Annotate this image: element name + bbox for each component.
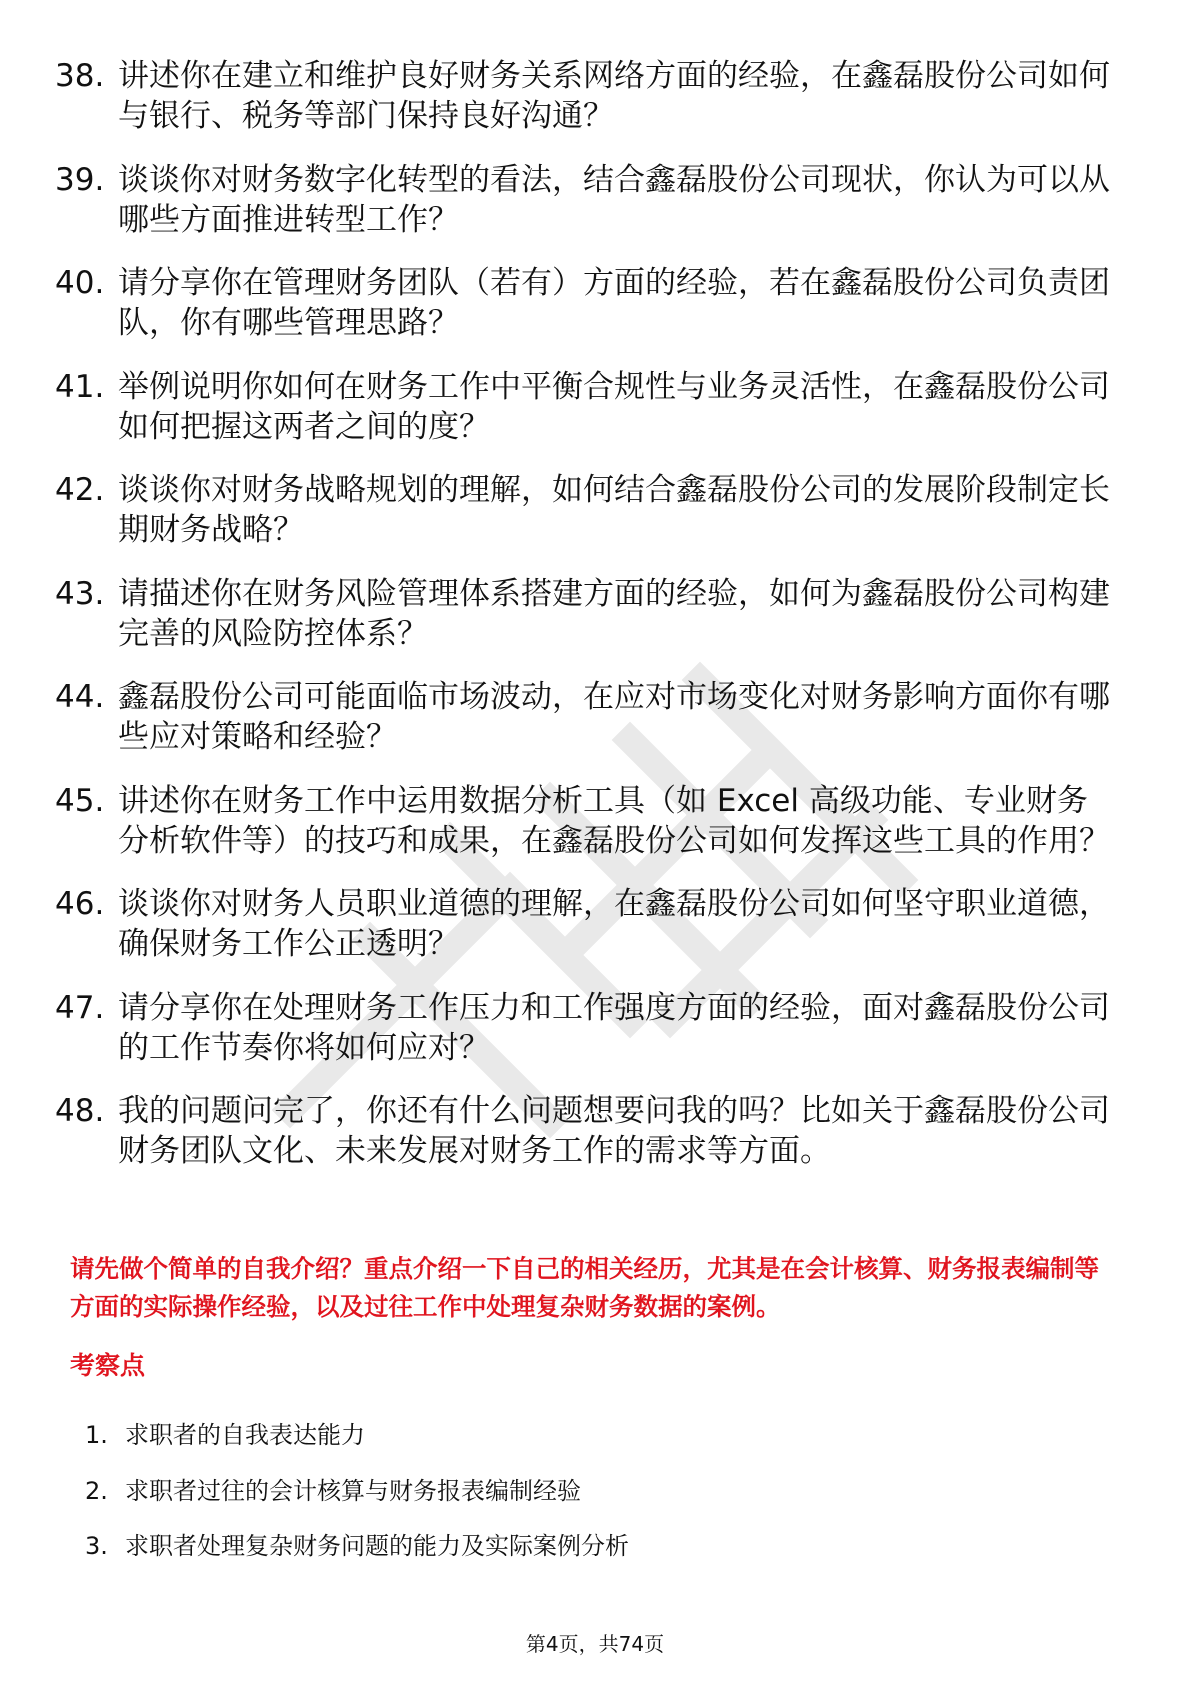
question-text: 谈谈你对财务人员职业道德的理解，在鑫磊股份公司如何坚守职业道德，确保财务工作公正透明？ [118,886,1110,962]
point-text: 求职者处理复杂财务问题的能力及实际案例分析 [125,1532,629,1560]
question-text: 我的问题问完了，你还有什么问题想要问我的吗？比如关于鑫磊股份公司财务团队文化、未来发展对财务工作的需求等方面。 [118,1093,1110,1169]
question-number: 39. [55,161,105,198]
question-number: 43. [55,575,105,612]
question-number: 41. [55,368,105,405]
assessment-points-list [85,1418,629,1585]
question-item [55,574,1115,654]
question-number: 46. [55,886,105,922]
point-number: 3. [85,1532,108,1560]
question-item [55,263,1115,343]
question-item [55,160,1115,240]
question-item [55,367,1115,447]
question-text: 举例说明你如何在财务工作中平衡合规性与业务灵活性，在鑫磊股份公司如何把握这两者之间的度？ [118,368,1110,445]
point-text: 求职者过往的会计核算与财务报表编制经验 [125,1476,581,1505]
question-text: 请分享你在处理财务工作压力和工作强度方面的经验，面对鑫磊股份公司的工作节奏你将如何应对？ [118,989,1110,1066]
question-number: 38. [55,58,105,94]
question-item [55,470,1115,550]
assessment-point [85,1418,629,1452]
question-text: 请描述你在财务风险管理体系搭建方面的经验，如何为鑫磊股份公司构建完善的风险防控体系？ [118,575,1110,652]
question-text: 鑫磊股份公司可能面临市场波动，在应对市场变化对财务影响方面你有哪些应对策略和经验？ [118,679,1110,755]
question-number: 44. [55,679,105,715]
assessment-point [85,1529,629,1563]
question-text: 请分享你在管理财务团队（若有）方面的经验，若在鑫磊股份公司负责团队，你有哪些管理思路？ [118,265,1110,341]
section-heading: 考察点 [70,1351,146,1380]
question-number: 47. [55,989,105,1026]
question-item [55,884,1115,964]
question-number: 45. [55,782,105,819]
question-text: 谈谈你对财务数字化转型的看法，结合鑫磊股份公司现状，你认为可以从哪些方面推进转型工作？ [118,161,1110,238]
question-text: 讲述你在财务工作中运用数据分析工具（如 Excel 高级功能、专业财务分析软件等）的技巧和成果，在鑫磊股份公司如何发挥这些工具的作用？ [118,782,1110,859]
question-item [55,677,1115,757]
question-item [55,988,1115,1068]
question-number: 42. [55,472,105,508]
page-footer: 第4页，共74页 [525,1632,665,1656]
question-number: 48. [55,1093,105,1129]
point-number: 2. [85,1476,108,1505]
question-item [55,781,1115,861]
question-number: 40. [55,265,105,301]
assessment-point [85,1474,629,1508]
point-text: 求职者的自我表达能力 [125,1421,365,1449]
highlighted-question: 请先做个简单的自我介绍？重点介绍一下自己的相关经历，尤其是在会计核算、财务报表编制等方面的实际操作经验，以及过往工作中处理复杂财务数据的案例。 [70,1254,1099,1321]
question-text: 讲述你在建立和维护良好财务关系网络方面的经验，在鑫磊股份公司如何与银行、税务等部门保持良好沟通？ [118,58,1110,134]
point-number: 1. [85,1421,108,1449]
question-list [55,56,1115,1195]
question-text: 谈谈你对财务战略规划的理解，如何结合鑫磊股份公司的发展阶段制定长期财务战略？ [118,472,1110,548]
question-item [55,1091,1115,1171]
question-item [55,56,1115,136]
